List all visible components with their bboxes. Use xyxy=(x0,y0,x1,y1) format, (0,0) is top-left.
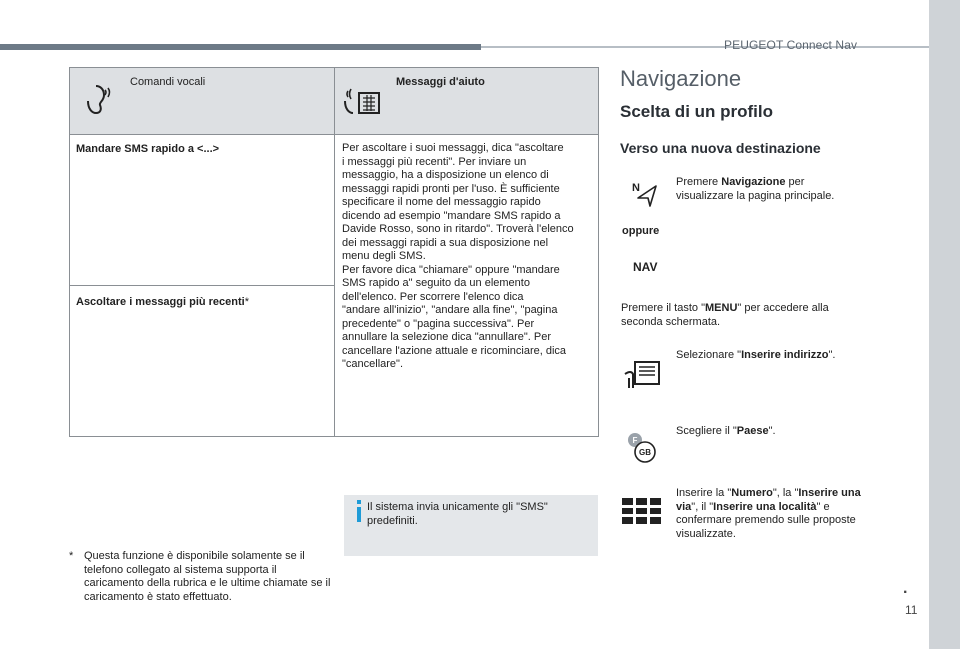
step4-post: ". xyxy=(768,425,776,437)
info-note-box xyxy=(344,495,598,556)
keypad-grid-icon xyxy=(621,497,663,525)
step-inserire-indirizzo xyxy=(676,349,856,363)
step3-post: ". xyxy=(828,349,836,361)
command-send-sms: Mandare SMS rapido a <...> xyxy=(76,143,220,155)
col-header-commands: Comandi vocali xyxy=(130,76,206,88)
help-message-text: Per ascoltare i suoi messaggi, dica "ascoltare i messaggi più recenti". Per inviare un messaggio, ha a disposizione un elenco di messaggi rapidi pronti per l'uso. È sufficiente specificare il nome del messaggio rapido dicendo ad esempio "mandare SMS rapido a Davide Rosso, sono in ritardo". Troverà l'elenco dei messaggi rapidi a sua disposizione nel menu degli SMS. Per favore dica "chiamare" oppure "mandare SMS rapido a" seguito da un elemento dell'elenco. Per scorrere l'elenco dica "andare all'inizio", "andare alla fine", "pagina precedente" o "pagina successiva". Per annullare la selezione dica "annullare". Per cancellare l'azione attuale e ricominciare, dica "cancellare". xyxy=(342,142,574,370)
page-dot: . xyxy=(903,580,908,597)
command-listen-label: Ascoltare i messaggi più recenti xyxy=(76,296,245,308)
step-paese xyxy=(676,425,856,439)
step5-mid1: ", la " xyxy=(772,487,799,499)
table-divider xyxy=(334,68,335,436)
header-bar-light xyxy=(481,46,929,48)
oppure-label: oppure xyxy=(622,225,660,237)
navigation-arrow-icon xyxy=(630,180,662,208)
voice-help-icon xyxy=(343,83,383,117)
step1-bold: Navigazione xyxy=(721,176,786,188)
step1-pre: Premere xyxy=(676,176,722,188)
footnote-marker: * xyxy=(69,550,74,562)
step2-pre: Premere il tasto " xyxy=(621,302,705,314)
step5-bold1: Numero xyxy=(731,487,773,499)
step-menu xyxy=(621,302,861,329)
step5-pre: Inserire la " xyxy=(676,487,732,499)
country-flag-icon xyxy=(627,432,665,464)
step-inserire-numero xyxy=(676,487,861,541)
step2-post: " per accedere alla seconda schermata. xyxy=(621,302,829,328)
col-header-help: Messaggi d'aiuto xyxy=(396,76,485,88)
footnote-text: Questa funzione è disponibile solamente se il telefono collegato al sistema supporta il caricamento della rubrica e le ultime chiamate se il caricamento è stato effettuato. xyxy=(84,550,331,603)
info-note-text: Il sistema invia unicamente gli "SMS" predefiniti. xyxy=(367,501,548,527)
section-title: Navigazione xyxy=(620,66,742,91)
step3-pre: Selezionare " xyxy=(676,349,742,361)
section-heading: Verso una nuova destinazione xyxy=(620,140,821,156)
step2-bold: MENU xyxy=(705,302,738,314)
header-brand: PEUGEOT Connect Nav xyxy=(724,38,858,52)
step3-bold: Inserire indirizzo xyxy=(741,349,829,361)
flag-gb-label: GB xyxy=(639,448,651,457)
voice-commands-table xyxy=(69,67,599,437)
step5-bold3: Inserire una località xyxy=(713,500,817,513)
nav-button-label: NAV xyxy=(633,260,658,274)
footnote-star: * xyxy=(244,296,250,308)
command-listen-messages xyxy=(76,296,249,308)
step4-bold: Paese xyxy=(736,425,769,437)
page-side-strip xyxy=(929,0,960,649)
enter-address-icon xyxy=(623,360,661,390)
header-bar-dark xyxy=(0,44,481,50)
step4-pre: Scegliere il " xyxy=(676,425,737,437)
nav-icon-letter: N xyxy=(632,182,640,194)
step5-post: " e confermare premendo sulle proposte visualizzate. xyxy=(676,500,856,540)
step1-post: per visualizzare la pagina principale. xyxy=(676,176,835,202)
voice-command-icon xyxy=(84,83,118,115)
step-navigazione xyxy=(676,176,856,203)
step5-bold2: Inserire una via xyxy=(676,487,861,513)
section-subtitle: Scelta di un profilo xyxy=(620,102,774,121)
page-number: 11 xyxy=(905,603,918,617)
info-icon xyxy=(353,500,365,522)
flag-f-label: F xyxy=(632,436,638,445)
step5-mid2: ", il " xyxy=(691,500,714,513)
table-row-divider xyxy=(70,285,334,286)
